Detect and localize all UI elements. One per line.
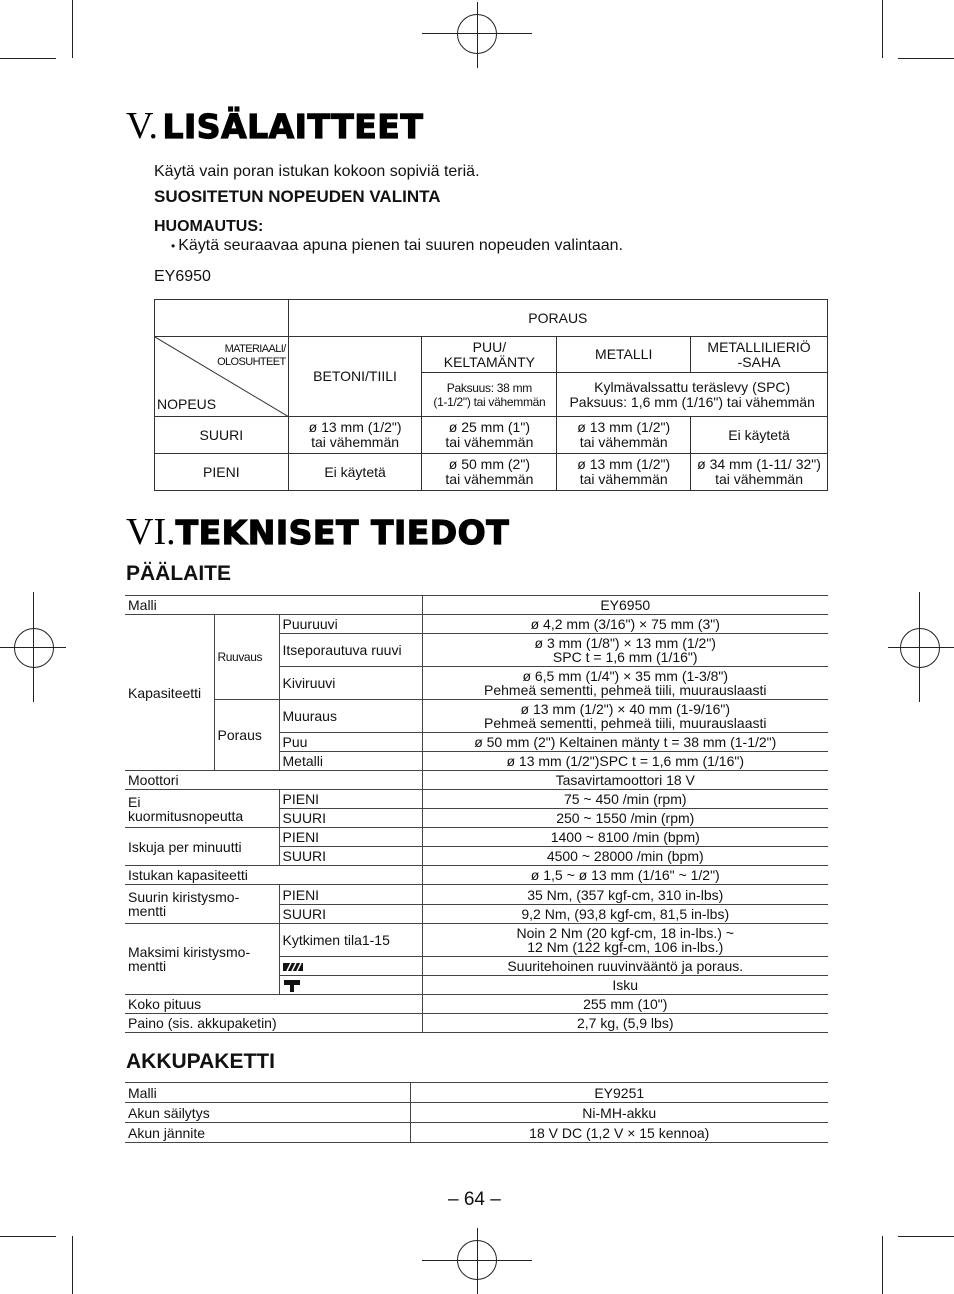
spec-label: Muuraus	[279, 700, 422, 733]
section-title-text: TEKNISET TIEDOT	[175, 513, 510, 552]
speed-selection-table	[154, 299, 828, 491]
spec-label: Akun jännite	[125, 1123, 410, 1143]
suuri-betoni-line-2: tai vähemmän	[311, 434, 400, 450]
suuri-saha: Ei käytetä	[691, 417, 828, 454]
puu-thickness-line-1: Paksuus: 38 mm	[446, 380, 532, 395]
max-torque-label	[125, 885, 279, 924]
spec-value: Tasavirtamoottori 18 V	[422, 771, 828, 790]
metal-thickness-line-2: Paksuus: 1,6 mm (1/16") tai vähemmän	[569, 393, 815, 410]
spec-value: ø 4,2 mm (3/16") × 75 mm (3")	[422, 615, 828, 634]
spec-value: 4500 ~ 28000 /min (bpm)	[422, 847, 828, 866]
spec-label: SUURI	[279, 809, 422, 828]
metal-thickness-line-1: Kylmävalssattu teräslevy (SPC)	[594, 378, 791, 395]
spec-value: ø 13 mm (1/2")SPC t = 1,6 mm (1/16")	[422, 752, 828, 771]
row-pieni-label: PIENI	[155, 454, 289, 491]
drill-mode-icon	[283, 962, 303, 972]
maximum-torque-label	[125, 924, 279, 995]
puu-thickness-line-2: (1-1/2") tai vähemmän	[433, 394, 546, 409]
capacity-label: Kapasiteetti	[125, 615, 214, 771]
suuri-metalli-line-1: ø 13 mm (1/2")	[577, 419, 671, 435]
hammer-mode-cell	[279, 976, 422, 995]
spec-label: Puuruuvi	[279, 615, 422, 634]
pieni-metalli-line-2: tai vähemmän	[579, 471, 668, 487]
spec-label: PIENI	[279, 885, 422, 905]
drilling-label: Poraus	[214, 700, 279, 771]
spec-value: 75 ~ 450 /min (rpm)	[422, 790, 828, 809]
spec-label: Paino (sis. akkupaketin)	[125, 1014, 422, 1033]
spec-label: Malli	[125, 596, 422, 615]
diag-bottom-label: NOPEUS	[157, 396, 217, 412]
label-line-2: mentti	[128, 903, 167, 919]
spec-label: Kiviruuvi	[279, 667, 422, 700]
bullet: •	[171, 239, 176, 253]
empty-cell	[155, 300, 289, 337]
drill-mode-cell	[279, 957, 422, 976]
spec-value: 250 ~ 1550 /min (rpm)	[422, 809, 828, 828]
spec-value: 35 Nm, (357 kgf-cm, 310 in-lbs)	[422, 885, 828, 905]
col-puu-line-2: KELTAMÄNTY	[443, 353, 536, 370]
main-unit-heading: PÄÄLAITE	[126, 562, 231, 585]
row-suuri-label: SUURI	[155, 417, 289, 454]
spec-value-line-1: ø 6,5 mm (1/4") × 35 mm (1-3/8")	[522, 668, 729, 684]
spec-label: Istukan kapasiteetti	[125, 866, 422, 885]
spec-value-line-2: Pehmeä sementti, pehmeä tiili, muurauslaasti	[484, 682, 767, 698]
page-number: – 64 –	[448, 1189, 501, 1210]
pieni-saha-line-2: tai vähemmän	[715, 471, 803, 487]
section-title-specifications	[126, 510, 509, 554]
col-metalli: METALLI	[557, 337, 691, 373]
col-betoni: BETONI/TIILI	[288, 337, 422, 417]
spec-label: Itseporautuva ruuvi	[279, 634, 422, 667]
battery-heading: AKKUPAKETTI	[126, 1050, 275, 1073]
section-title-text: LISÄLAITTEET	[162, 107, 424, 146]
note-text	[171, 237, 623, 255]
screwing-label: Ruuvaus	[214, 615, 279, 700]
spec-value-line-1: ø 13 mm (1/2") × 40 mm (1-9/16")	[520, 701, 730, 717]
spec-value-line-2: SPC t = 1,6 mm (1/16")	[552, 649, 698, 665]
suuri-puu	[422, 417, 557, 454]
note-label: HUOMAUTUS:	[154, 218, 264, 235]
spec-value	[422, 667, 828, 700]
section-numeral: VI.	[126, 511, 176, 553]
spec-value: Isku	[422, 976, 828, 995]
spec-value	[422, 700, 828, 733]
spec-value: 255 mm (10")	[422, 995, 828, 1014]
label-line-1: Maksimi kiristysmo-	[128, 944, 251, 960]
spec-value: EY9251	[410, 1083, 828, 1103]
label-line-1: Suurin kiristysmo-	[128, 889, 240, 905]
suuri-betoni-line-1: ø 13 mm (1/2")	[308, 419, 402, 435]
spec-value: Ni-MH-akku	[410, 1103, 828, 1123]
main-unit-spec-table	[125, 595, 828, 1033]
label-line-1: Ei	[128, 793, 141, 810]
spec-value: 2,7 kg, (5,9 lbs)	[422, 1014, 828, 1033]
pieni-saha-line-1: ø 34 mm (1-11/ 32")	[697, 456, 821, 472]
speed-selection-heading: SUOSITETUN NOPEUDEN VALINTA	[154, 187, 441, 206]
blows-per-minute-label: Iskuja per minuutti	[125, 828, 279, 866]
col-saha-line-1: METALLILIERIÖ	[707, 338, 811, 355]
spec-label: Moottori	[125, 771, 422, 790]
suuri-metalli	[557, 417, 691, 454]
spec-value	[422, 924, 828, 957]
suuri-puu-line-2: tai vähemmän	[445, 434, 534, 450]
puu-thickness	[422, 373, 557, 417]
spec-label: PIENI	[279, 790, 422, 809]
spec-label: Akun säilytys	[125, 1103, 410, 1123]
no-load-speed-label	[125, 790, 279, 828]
spec-value	[422, 634, 828, 667]
spec-value-line-1: Noin 2 Nm (20 kgf-cm, 18 in-lbs.) ~	[516, 925, 734, 941]
spec-label: Koko pituus	[125, 995, 422, 1014]
hammer-mode-icon	[283, 979, 301, 993]
pieni-metalli	[557, 454, 691, 491]
col-saha-line-2: -SAHA	[737, 353, 781, 370]
label-line-2: mentti	[128, 958, 167, 974]
model-label: EY6950	[154, 268, 211, 285]
suuri-metalli-line-2: tai vähemmän	[579, 434, 668, 450]
section-title-accessories	[126, 104, 423, 148]
spec-value-line-1: ø 3 mm (1/8") × 13 mm (1/2")	[534, 635, 716, 651]
spec-value: ø 50 mm (2") Keltainen mänty t = 38 mm (1-1/2")	[422, 733, 828, 752]
col-saha	[691, 337, 828, 373]
spec-label: Puu	[279, 733, 422, 752]
spec-value: 9,2 Nm, (93,8 kgf-cm, 81,5 in-lbs)	[422, 905, 828, 924]
suuri-betoni	[288, 417, 422, 454]
intro-text: Käytä vain poran istukan kokoon sopiviä teriä.	[154, 163, 480, 180]
diag-top-label	[217, 343, 286, 369]
diag-top-line-1: MATERIAALI/	[224, 343, 286, 355]
metal-thickness	[557, 373, 828, 417]
pieni-puu-line-1: ø 50 mm (2")	[448, 456, 530, 472]
spec-label: Kytkimen tila1-15	[279, 924, 422, 957]
spec-label: Metalli	[279, 752, 422, 771]
pieni-saha	[691, 454, 828, 491]
spec-value-line-2: 12 Nm (122 kgf-cm, 106 in-lbs.)	[527, 939, 724, 955]
pieni-metalli-line-1: ø 13 mm (1/2")	[577, 456, 671, 472]
section-numeral: V.	[126, 105, 159, 147]
spec-value: ø 1,5 ~ ø 13 mm (1/16" ~ 1/2")	[422, 866, 828, 885]
col-puu	[422, 337, 557, 373]
spec-label: PIENI	[279, 828, 422, 847]
diag-top-line-2: OLOSUHTEET	[217, 356, 286, 368]
poraus-header: PORAUS	[288, 300, 827, 337]
diagonal-header-cell	[155, 337, 289, 417]
col-puu-line-1: PUU/	[472, 338, 507, 355]
spec-value: 18 V DC (1,2 V × 15 kennoa)	[410, 1123, 828, 1143]
spec-label: SUURI	[279, 905, 422, 924]
spec-value: 1400 ~ 8100 /min (bpm)	[422, 828, 828, 847]
battery-spec-table	[125, 1082, 828, 1143]
suuri-puu-line-1: ø 25 mm (1")	[448, 419, 530, 435]
label-line-2: kuormitusnopeutta	[128, 807, 244, 824]
note-text-body: Käytä seuraavaa apuna pienen tai suuren nopeuden valintaan.	[178, 237, 623, 254]
spec-label: Malli	[125, 1083, 410, 1103]
pieni-betoni: Ei käytetä	[288, 454, 422, 491]
spec-value-line-2: Pehmeä sementti, pehmeä tiili, muurauslaasti	[484, 715, 767, 731]
pieni-puu-line-2: tai vähemmän	[445, 471, 534, 487]
spec-value: EY6950	[422, 596, 828, 615]
spec-label: SUURI	[279, 847, 422, 866]
spec-value: Suuritehoinen ruuvinvääntö ja poraus.	[422, 957, 828, 976]
pieni-puu	[422, 454, 557, 491]
